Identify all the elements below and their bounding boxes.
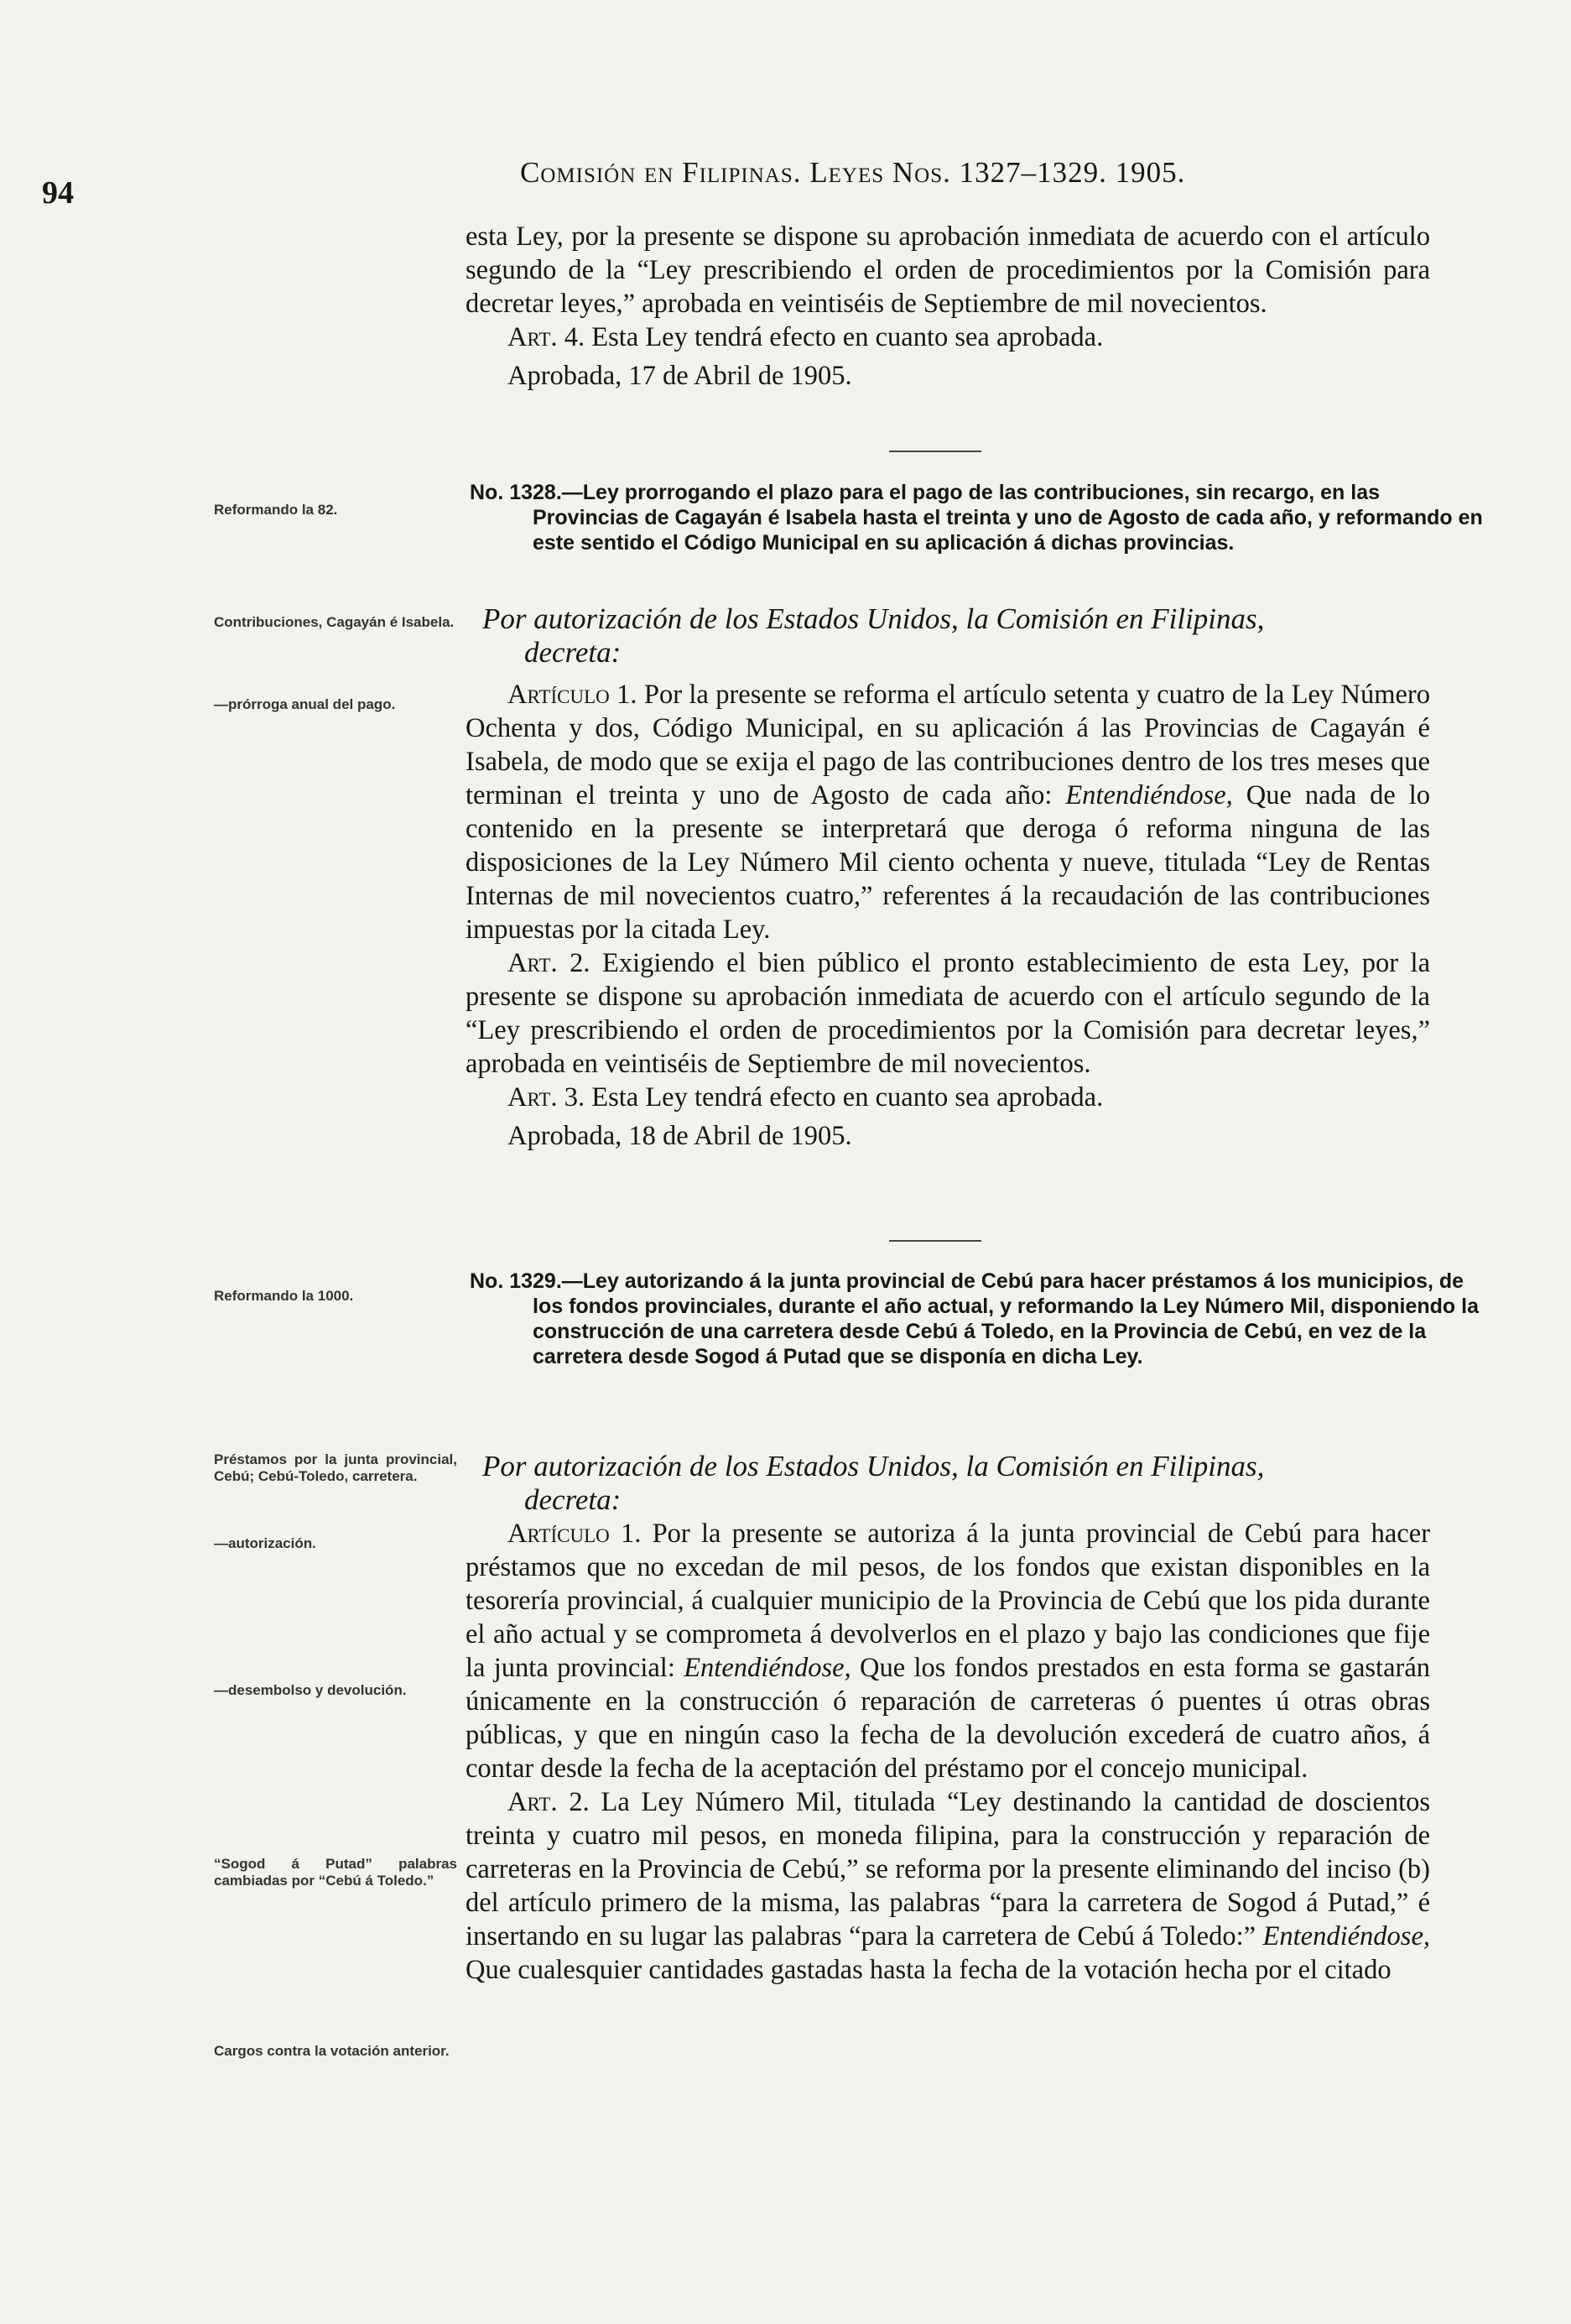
law-1328-approved: Aprobada, 18 de Abril de 1905. [507, 1121, 852, 1151]
art-label: Art. 2. [507, 1787, 590, 1817]
art-text-rest: Que los fondos prestados en esta forma se gastarán únicamente en la construcción ó reparación de carreteras ó puentes ú otras obras públicas, y que en ningún caso la fecha de la devolución excederá de cuatro años, á contar desde la fecha de la aceptación del préstamo por el concejo municipal. [466, 1653, 1431, 1784]
margin-note-words-changed: “Sogod á Putad” palabras cambiadas por “Cebú á Toledo.” [214, 1856, 457, 1889]
margin-note-repayment: —desembolso y devolución. [214, 1682, 407, 1698]
law-1329-title: No. 1329.—Ley autorizando á la junta provincial de Cebú para hacer préstamos á los municipios, de los fondos provinciales, durante el año actual, y reformando la Ley Número Mil, disponiendo la construcción de una carretera desde Cebú á Toledo, en la Provincia de Cebú, en vez de la carretera desde Sogod á Putad que se disponía en dicha Ley. [470, 1269, 1479, 1368]
law-1327-end [466, 220, 1430, 393]
margin-note-contributions: Contribuciones, Cagayán é Isabela. [214, 614, 455, 630]
proviso: Entendiéndose, [684, 1653, 851, 1683]
art-text-rest: Que nada de lo contenido en la presente se interpretará que deroga ó reforma ninguna de las disposiciones de la Ley Número Mil ciento ochenta y nueve, titulada “Ley de Rentas Internas de mil novecientos cuatro,” referentes á la recaudación de las contribuciones impuestas por la citada Ley. [466, 780, 1431, 945]
law-1329-enacting-clause [482, 1450, 1438, 1517]
art-label: Art. 3. [507, 1082, 585, 1112]
decreta: decreta: [524, 636, 622, 669]
law-1329-art-1 [466, 1517, 1430, 1785]
separator-rule [889, 451, 981, 452]
proviso: Entendiéndose, [1065, 780, 1233, 810]
law-1328-title: No. 1328.—Ley prorrogando el plazo para el pago de las contribuciones, sin recargo, en las Provincias de Cagayán é Isabela hasta el treinta y uno de Agosto de cada año, y reformando en este sentido el Código Municipal en su aplicación á dichas provincias. [470, 481, 1483, 555]
margin-note-authorization: —autorización. [214, 1535, 316, 1551]
law-1327-final-paragraph: esta Ley, por la presente se dispone su aprobación inmediata de acuerdo con el artículo segundo de la “Ley prescribiendo el orden de procedimientos por la Comisión para decretar leyes,” aprobada en veintiséis de Septiembre de mil novecientos. [466, 221, 1430, 319]
law-1328-body [466, 678, 1430, 1153]
art-label: Artículo 1. [507, 680, 637, 710]
proviso: Entendiéndose, [1262, 1921, 1431, 1951]
art-text-rest: Que cualesquier cantidades gastadas hasta la fecha de la votación hecha por el citado [466, 1955, 1392, 1985]
law-1328-art-2 [466, 946, 1430, 1081]
law-1328-enacting-clause [482, 602, 1438, 670]
margin-note-reform-1000: Reformando la 1000. [214, 1288, 354, 1304]
enacting-clause-text: Por autorización de los Estados Unidos, la Comisión en Filipinas, [482, 1450, 1265, 1482]
enacting-clause-text: Por autorización de los Estados Unidos, la Comisión en Filipinas, [482, 602, 1265, 635]
page-number: 94 [42, 175, 74, 211]
margin-note-charges: Cargos contra la votación anterior. [214, 2043, 450, 2059]
art-text: Por la presente se reforma el artículo setenta y cuatro de la Ley Número Ochenta y dos, Código Municipal, en su aplicación á las Provincias de Cagayán é Isabela, de modo que se exija el pago de las contribuciones dentro de los tres meses que terminan el treinta y uno de Agosto de cada año: [466, 680, 1431, 810]
art-label: Art. 2. [507, 948, 590, 978]
law-1328-art-3 [466, 1081, 1430, 1114]
law-1327-approved: Aprobada, 17 de Abril de 1905. [507, 361, 852, 391]
margin-note-reform-82: Reformando la 82. [214, 502, 338, 518]
art-text: Esta Ley tendrá efecto en cuanto sea aprobada. [591, 1082, 1104, 1112]
running-head: Comisión en Filipinas. Leyes Nos. 1327–1329. 1905. [520, 156, 1186, 189]
art-label: Art. 4. [507, 322, 585, 352]
margin-note-loans: Préstamos por la junta provincial, Cebú; Cebú-Toledo, carretera. [214, 1451, 457, 1484]
law-1329-body [466, 1517, 1430, 1987]
margin-note-extension: —prórroga anual del pago. [214, 696, 396, 712]
law-1328-art-1 [466, 678, 1430, 946]
separator-rule [889, 1240, 981, 1242]
art-label: Artículo 1. [507, 1519, 642, 1549]
art-text: Exigiendo el bien público el pronto establecimiento de esta Ley, por la presente se dispone su aprobación inmediata de acuerdo con el artículo segundo de la “Ley prescribiendo el orden de procedimientos por la Comisión para decretar leyes,” aprobada en veintiséis de Septiembre de mil novecientos. [466, 948, 1431, 1079]
law-1327-art-4 [466, 320, 1430, 354]
art-text: Por la presente se autoriza á la junta provincial de Cebú para hacer préstamos que no excedan de mil pesos, de los fondos que existan disponibles en la tesorería provincial, á cualquier municipio de la Provincia de Cebú que los pida durante el año actual y se comprometa á devolverlos en el plazo y bajo las condiciones que fije la junta provincial: [466, 1519, 1431, 1683]
law-1329-art-2 [466, 1785, 1430, 1987]
art-text: La Ley Número Mil, titulada “Ley destinando la cantidad de doscientos treinta y cuatro mil pesos, en moneda filipina, para la construcción y reparación de carreteras en la Provincia de Cebú,” se reforma por la presente eliminando del inciso (b) del artículo primero de la misma, las palabras “para la carretera de Sogod á Putad,” é insertando en su lugar las palabras “para la carretera de Cebú á Toledo:” [466, 1787, 1431, 1951]
art-text: Esta Ley tendrá efecto en cuanto sea aprobada. [591, 322, 1104, 352]
decreta: decreta: [524, 1483, 622, 1516]
